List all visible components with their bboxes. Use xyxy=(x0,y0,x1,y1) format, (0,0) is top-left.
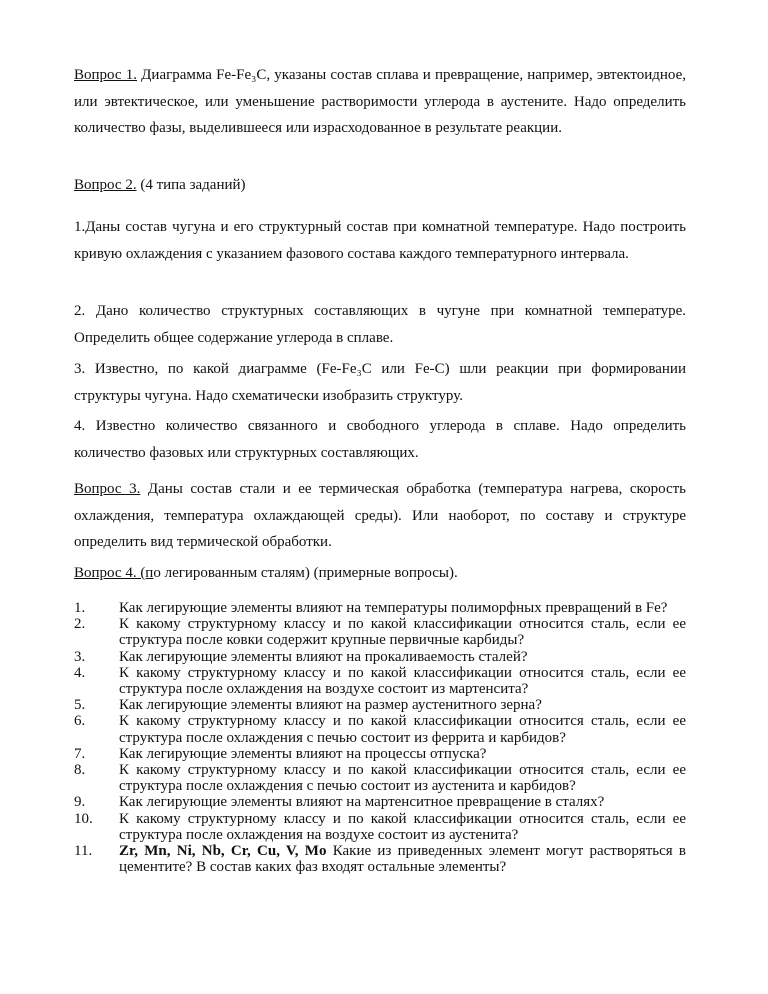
question-3-text: Даны состав стали и ее термическая обработка (температура нагрева, скорость охлаждения, температура охлаждающей среды). Или наоборот, по составу и структуре определить вид термической обработки. xyxy=(74,481,686,550)
question-1-text: Диаграмма Fe-Fe₃C, указаны состав сплава и превращение, например, эвтектоидное, или эвтектическое, или уменьшение растворимости углерода в аустените. Надо определить количество фазы, выделившееся или израсходованное в результате реакции. xyxy=(74,67,686,136)
list-item-text: К какому структурному классу и по какой классификации относится сталь, если ее структура после охлаждения на воздухе состоит из аустенита? xyxy=(119,810,686,843)
list-item-number: 7. xyxy=(74,745,86,762)
question-2-text: (4 типа заданий) xyxy=(136,177,246,193)
question-2-task-2: 2. Дано количество структурных составляющих в чугуне при комнатной температуре. Определить общее содержание углерода в сплаве. xyxy=(74,303,686,346)
list-item-number: 10. xyxy=(74,810,93,827)
list-item-text: Как легирующие элементы влияют на мартенситное превращение в сталях? xyxy=(119,794,605,811)
list-item-text: Какие из приведенных элемент могут растворяться в цементите? В состав каких фаз входят остальные элементы? xyxy=(119,843,686,876)
list-item-number: 2. xyxy=(74,616,86,633)
list-item-text: К какому структурному классу и по какой классификации относится сталь, если ее структура после охлаждения с печью состоит из аустенита и карбидов? xyxy=(119,762,686,795)
list-item xyxy=(74,616,686,648)
question-3 xyxy=(74,476,686,556)
list-item xyxy=(74,811,686,843)
list-item xyxy=(74,600,686,616)
list-item-number: 5. xyxy=(74,697,86,714)
list-item-text: Как легирующие элементы влияют на размер аустенитного зерна? xyxy=(119,697,542,714)
list-item xyxy=(74,843,686,875)
question-2-task-4: 4. Известно количество связанного и свободного углерода в сплаве. Надо определить количество фазовых или структурных составляющих. xyxy=(74,418,686,461)
list-item xyxy=(74,794,686,810)
question-2-header xyxy=(74,172,686,199)
list-item xyxy=(74,665,686,697)
list-item xyxy=(74,746,686,762)
list-item-number: 8. xyxy=(74,762,86,779)
question-4-label: Вопрос 4. (п xyxy=(74,565,154,581)
list-item-number: 9. xyxy=(74,794,86,811)
question-1-label: Вопрос 1. xyxy=(74,67,137,83)
question-4-header xyxy=(74,560,686,587)
question-1 xyxy=(74,62,686,142)
question-2-label: Вопрос 2. xyxy=(74,177,137,193)
list-item-text: Как легирующие элементы влияют на прокаливаемость сталей? xyxy=(119,648,528,665)
list-item-number: 11. xyxy=(74,843,93,860)
list-item xyxy=(74,649,686,665)
element-symbols: Zr, Mn, Ni, Nb, Cr, Cu, V, Mo xyxy=(119,843,327,860)
list-item-number: 6. xyxy=(74,713,86,730)
question-2-task-3: 3. Известно, по какой диаграмме (Fe-Fe₃C или Fe-C) шли реакции при формировании структуры чугуна. Надо схематически изобразить структуру. xyxy=(74,361,686,404)
list-item xyxy=(74,713,686,745)
list-item-text: Как легирующие элементы влияют на температуры полиморфных превращений в Fe? xyxy=(119,600,668,616)
question-3-label: Вопрос 3. xyxy=(74,481,141,497)
list-item xyxy=(74,697,686,713)
list-item-number: 1. xyxy=(74,600,86,616)
list-item-number: 3. xyxy=(74,648,86,665)
question-4-list xyxy=(74,600,686,875)
list-item-number: 4. xyxy=(74,664,86,681)
list-item-text: К какому структурному классу и по какой классификации относится сталь, если ее структура после охлаждения с печью состоит из феррита и карбидов? xyxy=(119,713,686,746)
question-4-label-rest: о легированным сталям) (примерные вопросы). xyxy=(153,565,458,581)
list-item-text: К какому структурному классу и по какой классификации относится сталь, если ее структура после охлаждения на воздухе состоит из мартенсита? xyxy=(119,664,686,698)
list-item-text: Как легирующие элементы влияют на процессы отпуска? xyxy=(119,745,487,762)
list-item-text: К какому структурному классу и по какой классификации относится сталь, если ее структура после ковки содержит крупные первичные карбиды? xyxy=(119,616,686,649)
question-2-task-1: 1.Даны состав чугуна и его структурный состав при комнатной температуре. Надо построить кривую охлаждения с указанием фазового состава каждого температурного интервала. xyxy=(74,219,686,262)
list-item xyxy=(74,762,686,794)
